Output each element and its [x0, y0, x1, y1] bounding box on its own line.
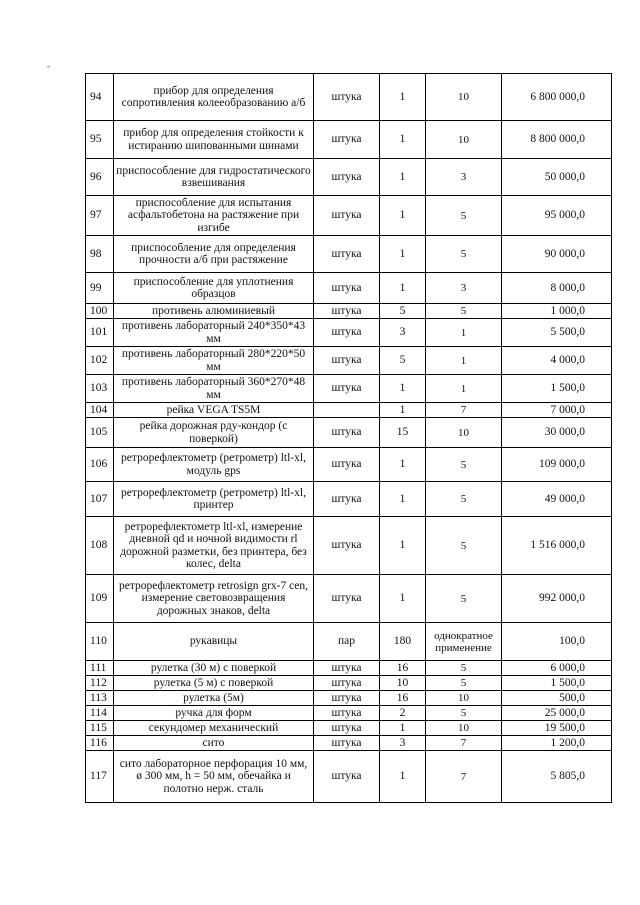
quantity-cell: 10 [380, 676, 426, 691]
price-cell: 1 000,0 [502, 304, 612, 319]
item-name: приспособление для гидростатического взвешивания [114, 159, 314, 196]
price-cell: 30 000,0 [502, 418, 612, 448]
quantity-cell: 1 [380, 159, 426, 196]
row-number: 106 [86, 448, 114, 482]
row-number: 114 [86, 706, 114, 721]
unit-cell: штука [314, 482, 380, 517]
service-life-cell: 5 [426, 448, 502, 482]
table-row [86, 448, 612, 482]
service-life-cell: 1 [426, 347, 502, 375]
quantity-cell: 1 [380, 273, 426, 304]
table-row [86, 319, 612, 347]
quantity-cell: 1 [380, 575, 426, 623]
quantity-cell: 16 [380, 691, 426, 706]
service-life-cell: 5 [426, 676, 502, 691]
unit-cell: штука [314, 691, 380, 706]
row-number: 96 [86, 159, 114, 196]
price-cell: 6 800 000,0 [502, 74, 612, 121]
table-row [86, 304, 612, 319]
unit-cell: штука [314, 661, 380, 676]
quantity-cell: 5 [380, 347, 426, 375]
service-life-cell: 5 [426, 706, 502, 721]
table-row [86, 751, 612, 803]
service-life-cell: 10 [426, 121, 502, 159]
price-cell: 1 200,0 [502, 736, 612, 751]
unit-cell: штука [314, 375, 380, 403]
service-life-cell: однократное применение [426, 623, 502, 661]
price-cell: 5 805,0 [502, 751, 612, 803]
item-name: прибор для определения стойкости к истиранию шипованными шинами [114, 121, 314, 159]
unit-cell: штука [314, 304, 380, 319]
row-number: 102 [86, 347, 114, 375]
quantity-cell: 3 [380, 736, 426, 751]
price-cell: 100,0 [502, 623, 612, 661]
price-cell: 1 516 000,0 [502, 517, 612, 575]
table-row [86, 623, 612, 661]
quantity-cell: 15 [380, 418, 426, 448]
service-life-cell: 3 [426, 159, 502, 196]
row-number: 105 [86, 418, 114, 448]
item-name: прибор для определения сопротивления колееобразованию а/б [114, 74, 314, 121]
unit-cell: пар [314, 623, 380, 661]
price-cell: 25 000,0 [502, 706, 612, 721]
item-name: ретрорефлектометр retrosign grx-7 cen, измерение световозвращения дорожных знаков, delta [114, 575, 314, 623]
price-cell: 50 000,0 [502, 159, 612, 196]
service-life-cell: 5 [426, 236, 502, 273]
unit-cell: штука [314, 751, 380, 803]
unit-cell [314, 403, 380, 418]
service-life-cell: 3 [426, 273, 502, 304]
item-name: противень алюминиевый [114, 304, 314, 319]
quantity-cell: 1 [380, 403, 426, 418]
item-name: противень лабораторный 360*270*48 мм [114, 375, 314, 403]
quantity-cell: 1 [380, 196, 426, 236]
row-number: 107 [86, 482, 114, 517]
price-cell: 1 500,0 [502, 676, 612, 691]
price-cell: 109 000,0 [502, 448, 612, 482]
item-name: ретрорефлектометр (ретрометр) ltl-xl, принтер [114, 482, 314, 517]
price-cell: 992 000,0 [502, 575, 612, 623]
row-number: 100 [86, 304, 114, 319]
row-number: 101 [86, 319, 114, 347]
item-name: противень лабораторный 280*220*50 мм [114, 347, 314, 375]
row-number: 111 [86, 661, 114, 676]
service-life-cell: 1 [426, 319, 502, 347]
item-name: рейка дорожная рду-кондор (с поверкой) [114, 418, 314, 448]
unit-cell: штука [314, 236, 380, 273]
item-name: приспособление для испытания асфальтобетона на растяжение при изгибе [114, 196, 314, 236]
unit-cell: штука [314, 706, 380, 721]
service-life-cell: 5 [426, 661, 502, 676]
service-life-cell: 10 [426, 691, 502, 706]
item-name: ретрорефлектометр (ретрометр) ltl-xl, модуль gps [114, 448, 314, 482]
table-row [86, 121, 612, 159]
price-cell: 8 800 000,0 [502, 121, 612, 159]
unit-cell: штука [314, 448, 380, 482]
row-number: 109 [86, 575, 114, 623]
service-life-cell: 7 [426, 751, 502, 803]
row-number: 104 [86, 403, 114, 418]
table-row [86, 273, 612, 304]
row-number: 98 [86, 236, 114, 273]
price-cell: 6 000,0 [502, 661, 612, 676]
row-number: 115 [86, 721, 114, 736]
table-row [86, 661, 612, 676]
table-row [86, 721, 612, 736]
price-cell: 90 000,0 [502, 236, 612, 273]
unit-cell: штука [314, 517, 380, 575]
item-name: секундомер механический [114, 721, 314, 736]
unit-cell: штука [314, 319, 380, 347]
table-row [86, 347, 612, 375]
unit-cell: штука [314, 676, 380, 691]
equipment-table [85, 73, 612, 803]
quantity-cell: 1 [380, 751, 426, 803]
quantity-cell: 1 [380, 74, 426, 121]
row-number: 94 [86, 74, 114, 121]
table-row [86, 517, 612, 575]
table-row [86, 375, 612, 403]
price-cell: 7 000,0 [502, 403, 612, 418]
price-cell: 19 500,0 [502, 721, 612, 736]
row-number: 108 [86, 517, 114, 575]
table-row [86, 736, 612, 751]
service-life-cell: 5 [426, 575, 502, 623]
table-row [86, 676, 612, 691]
price-cell: 4 000,0 [502, 347, 612, 375]
item-name: приспособление для уплотнения образцов [114, 273, 314, 304]
service-life-cell: 5 [426, 482, 502, 517]
unit-cell: штука [314, 74, 380, 121]
row-number: 112 [86, 676, 114, 691]
quantity-cell: 5 [380, 304, 426, 319]
table-row [86, 482, 612, 517]
row-number: 116 [86, 736, 114, 751]
table-row [86, 403, 612, 418]
quantity-cell: 3 [380, 319, 426, 347]
price-cell: 500,0 [502, 691, 612, 706]
table-row [86, 159, 612, 196]
quantity-cell: 16 [380, 661, 426, 676]
quantity-cell: 1 [380, 448, 426, 482]
row-number: 99 [86, 273, 114, 304]
item-name: рулетка (30 м) с поверкой [114, 661, 314, 676]
unit-cell: штука [314, 121, 380, 159]
row-number: 95 [86, 121, 114, 159]
quantity-cell: 1 [380, 517, 426, 575]
table-row [86, 706, 612, 721]
service-life-cell: 7 [426, 736, 502, 751]
table-row [86, 236, 612, 273]
row-number: 113 [86, 691, 114, 706]
table-row [86, 418, 612, 448]
price-cell: 95 000,0 [502, 196, 612, 236]
item-name: приспособление для определения прочности а/б при растяжение [114, 236, 314, 273]
unit-cell: штука [314, 196, 380, 236]
item-name: противень лабораторный 240*350*43 мм [114, 319, 314, 347]
quantity-cell: 2 [380, 706, 426, 721]
table-row [86, 691, 612, 706]
page-mark: - [47, 61, 50, 71]
table-row [86, 575, 612, 623]
price-cell: 5 500,0 [502, 319, 612, 347]
item-name: сито [114, 736, 314, 751]
item-name: рукавицы [114, 623, 314, 661]
quantity-cell: 1 [380, 236, 426, 273]
table-row [86, 74, 612, 121]
table-row [86, 196, 612, 236]
row-number: 97 [86, 196, 114, 236]
price-cell: 8 000,0 [502, 273, 612, 304]
service-life-cell: 5 [426, 304, 502, 319]
service-life-cell: 10 [426, 721, 502, 736]
item-name: рулетка (5 м) с поверкой [114, 676, 314, 691]
service-life-cell: 7 [426, 403, 502, 418]
quantity-cell: 1 [380, 482, 426, 517]
quantity-cell: 180 [380, 623, 426, 661]
quantity-cell: 1 [380, 121, 426, 159]
item-name: сито лабораторное перфорация 10 мм, ø 300 мм, h = 50 мм, обечайка и полотно нерж. сталь [114, 751, 314, 803]
service-life-cell: 5 [426, 196, 502, 236]
service-life-cell: 10 [426, 74, 502, 121]
service-life-cell: 10 [426, 418, 502, 448]
unit-cell: штука [314, 575, 380, 623]
unit-cell: штука [314, 418, 380, 448]
service-life-cell: 1 [426, 375, 502, 403]
unit-cell: штука [314, 273, 380, 304]
row-number: 103 [86, 375, 114, 403]
unit-cell: штука [314, 721, 380, 736]
item-name: рейка VEGA TS5M [114, 403, 314, 418]
quantity-cell: 1 [380, 721, 426, 736]
unit-cell: штука [314, 736, 380, 751]
item-name: ручка для форм [114, 706, 314, 721]
row-number: 117 [86, 751, 114, 803]
price-cell: 1 500,0 [502, 375, 612, 403]
item-name: рулетка (5м) [114, 691, 314, 706]
service-life-cell: 5 [426, 517, 502, 575]
item-name: ретрорефлектометр ltl-xl, измерение дневной qd и ночной видимости rl дорожной разметки, без принтера, без колес, delta [114, 517, 314, 575]
unit-cell: штука [314, 159, 380, 196]
quantity-cell: 1 [380, 375, 426, 403]
unit-cell: штука [314, 347, 380, 375]
row-number: 110 [86, 623, 114, 661]
price-cell: 49 000,0 [502, 482, 612, 517]
